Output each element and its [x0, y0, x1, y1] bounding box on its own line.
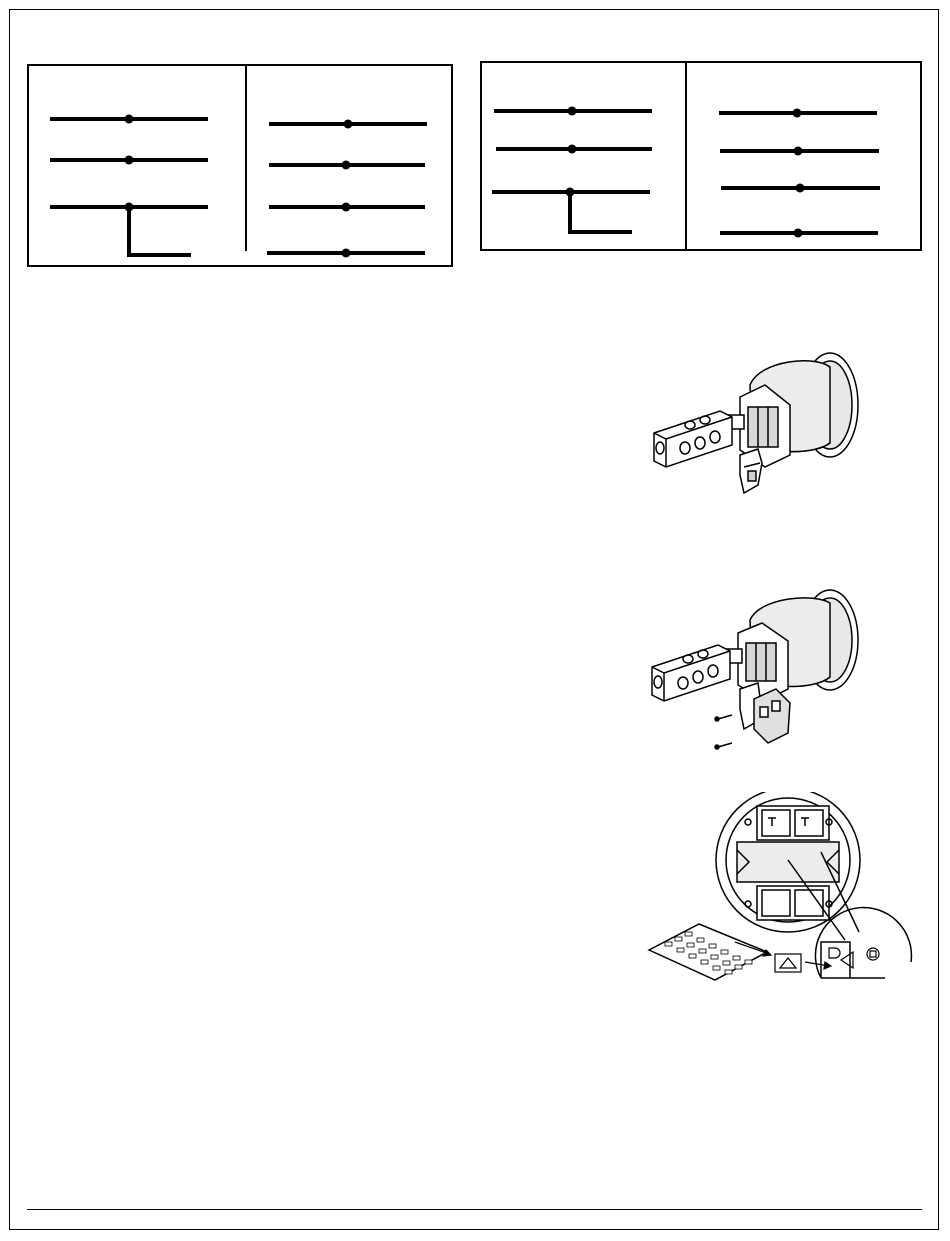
- figure-floor-box-exploded-1: [640, 345, 870, 505]
- triangle-label-icon: [841, 952, 853, 968]
- arrow-icon: [805, 962, 831, 969]
- figure-floor-box-exploded-2: [640, 585, 870, 765]
- terminal-dot: [568, 107, 577, 116]
- screw-icon: [715, 715, 732, 721]
- terminal-dot: [794, 147, 803, 156]
- terminal-dot: [796, 184, 805, 193]
- terminal-dot: [342, 249, 351, 258]
- terminal-dot: [342, 203, 351, 212]
- terminal-dot: [566, 188, 575, 197]
- terminal-dot: [125, 115, 134, 124]
- screw-icon: [715, 743, 732, 749]
- terminal-dot: [125, 203, 134, 212]
- terminal-dot: [794, 229, 803, 238]
- d-shape-label-icon: [829, 948, 840, 958]
- terminal-dot: [125, 156, 134, 165]
- terminal-dot: [793, 109, 802, 118]
- figure-receptacle-label-detail: [645, 792, 915, 1022]
- triangle-label-icon: [775, 954, 801, 972]
- square-label-icon: [867, 948, 879, 960]
- terminal-dot: [344, 120, 353, 129]
- footer-rule: [27, 1209, 922, 1210]
- terminal-dot: [568, 145, 577, 154]
- terminal-dot: [342, 161, 351, 170]
- wiring-diagram-right: [480, 61, 923, 252]
- wiring-diagram-left: [27, 64, 453, 268]
